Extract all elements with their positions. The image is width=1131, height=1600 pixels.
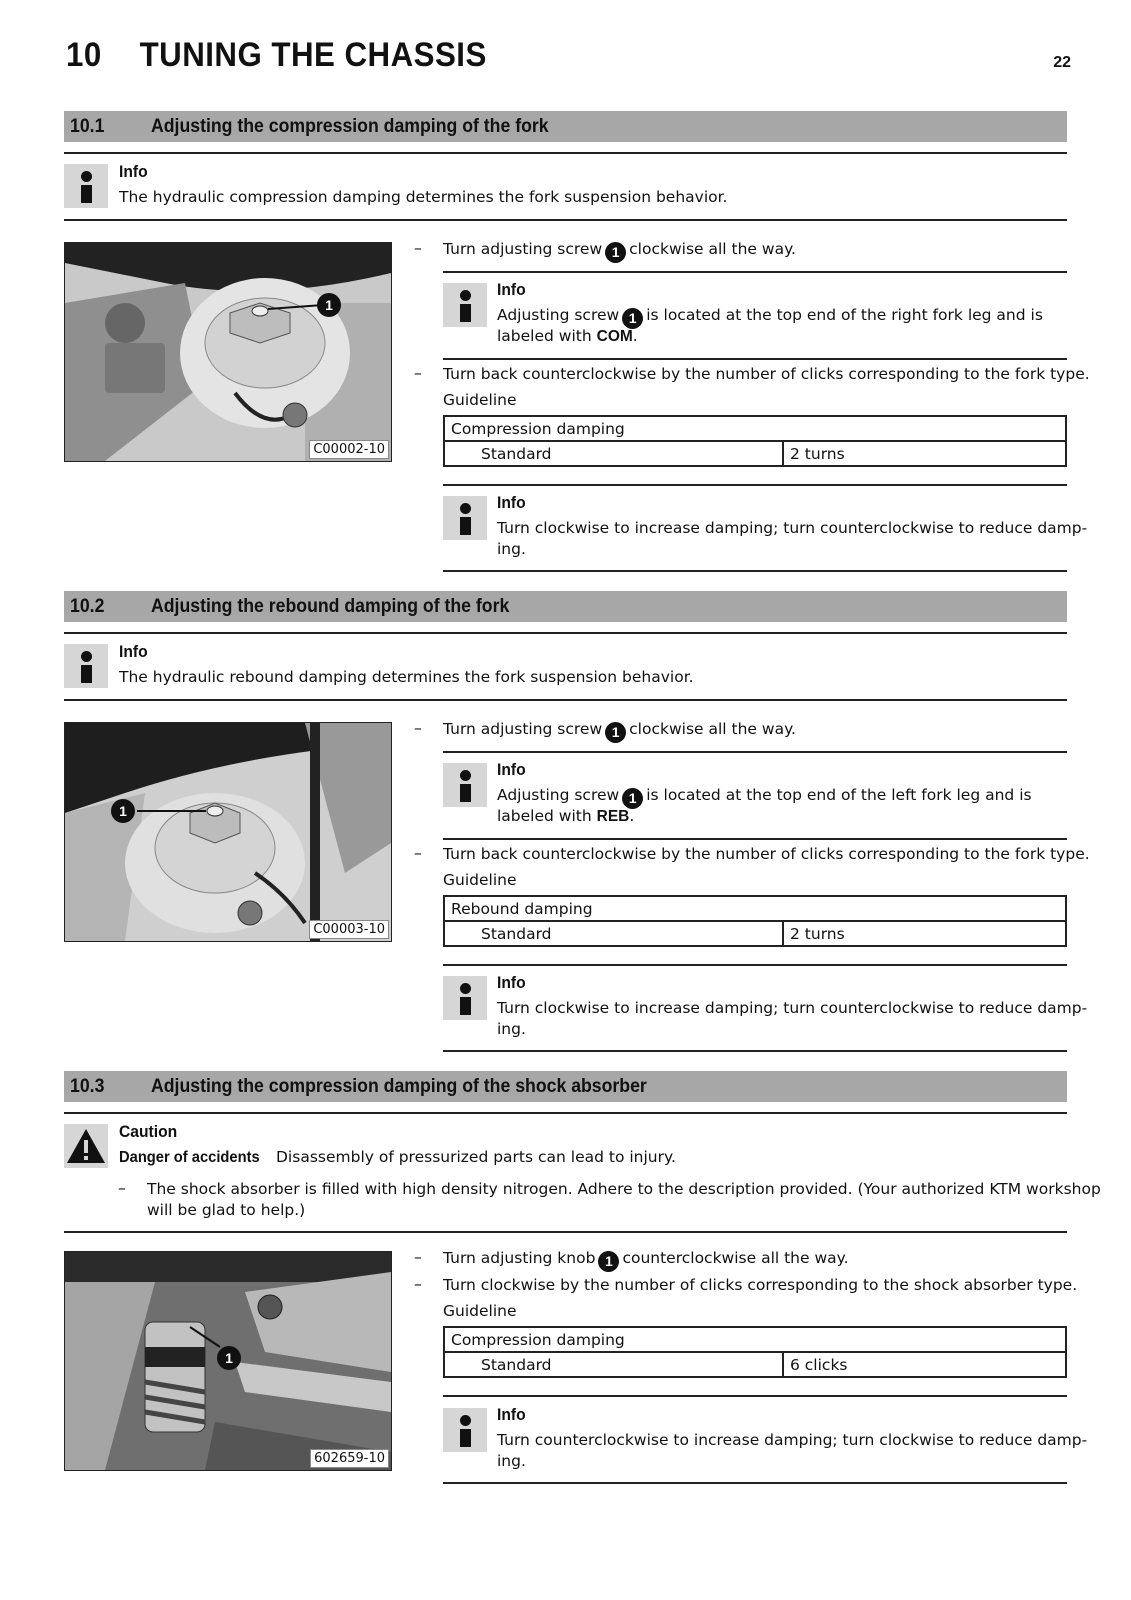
step-text: Turn adjusting knob 1 counterclockwise all the way.: [443, 1248, 849, 1272]
table-cell-label: Standard: [444, 921, 783, 946]
caution-bullet: The shock absorber is filled with high density nitrogen. Adhere to the description provided. (Your authorized KTM workshop: [147, 1180, 1101, 1198]
info-text: The hydraulic rebound damping determines the fork suspension behavior.: [119, 668, 694, 686]
marker: 1: [605, 242, 626, 263]
table-cell-value: 2 turns: [783, 921, 1066, 946]
info-heading: Info: [497, 280, 526, 299]
info-icon: [443, 496, 487, 540]
divider: [64, 632, 1067, 634]
guideline-label: Guideline: [443, 391, 517, 409]
caution-bullet: will be glad to help.): [147, 1201, 306, 1219]
bullet-dash: –: [118, 1179, 126, 1197]
info-text: labeled with COM.: [497, 327, 638, 345]
step-text: Turn clockwise by the number of clicks corresponding to the shock absorber type.: [443, 1276, 1078, 1294]
caution-text: [119, 1147, 272, 1168]
step-dash: –: [414, 844, 422, 862]
divider: [64, 152, 1067, 154]
step-dash: –: [414, 719, 422, 737]
marker: 1: [605, 722, 626, 743]
divider: [443, 358, 1067, 360]
callout-marker: 1: [317, 293, 341, 317]
info-icon: [443, 763, 487, 807]
step-text: Turn adjusting screw 1 clockwise all the way.: [443, 719, 796, 743]
info-icon: [64, 644, 108, 688]
table-cell-label: Standard: [444, 441, 783, 466]
info-text: The hydraulic compression damping determines the fork suspension behavior.: [119, 188, 728, 206]
divider: [443, 838, 1067, 840]
guideline-label: Guideline: [443, 1302, 517, 1320]
chapter-title-text: TUNING THE CHASSIS: [139, 36, 487, 74]
table-title: Compression damping: [444, 1327, 1066, 1352]
guideline-label: Guideline: [443, 871, 517, 889]
chapter-number: 10: [66, 36, 102, 74]
divider: [443, 484, 1067, 486]
step-dash: –: [414, 1275, 422, 1293]
marker: 1: [598, 1251, 619, 1272]
step-dash: –: [414, 239, 422, 257]
info-text: Adjusting screw 1 is located at the top end of the left fork leg and is: [497, 785, 1032, 809]
divider: [443, 271, 1067, 273]
divider: [443, 751, 1067, 753]
divider: [64, 219, 1067, 221]
divider: [64, 1231, 1067, 1233]
info-text: Turn clockwise to increase damping; turn counterclockwise to reduce damp-: [497, 519, 1088, 537]
info-text: Turn counterclockwise to increase damping; turn clockwise to reduce damp-: [497, 1431, 1088, 1449]
step-dash: –: [414, 1248, 422, 1266]
table-title: Compression damping: [444, 416, 1066, 441]
info-text: Adjusting screw 1 is located at the top end of the right fork leg and is: [497, 305, 1043, 329]
info-text: labeled with REB.: [497, 807, 635, 825]
divider: [443, 1395, 1067, 1397]
table-cell-value: 6 clicks: [783, 1352, 1066, 1377]
info-heading: Info: [497, 493, 526, 512]
caution-text: Disassembly of pressurized parts can lead to injury.: [276, 1148, 676, 1166]
info-text: ing.: [497, 1020, 526, 1038]
guideline-table: [443, 895, 1067, 947]
warning-icon: [64, 1124, 108, 1168]
photo-caption: 602659-10: [310, 1449, 389, 1468]
info-heading: Info: [497, 973, 526, 992]
info-icon: [64, 164, 108, 208]
section-number: 10.2: [70, 596, 105, 617]
chapter-title: [66, 36, 487, 75]
step-dash: –: [414, 364, 422, 382]
section-heading-10-3: [64, 1071, 1067, 1102]
fork-rebound-photo: [64, 722, 392, 942]
step-text: Turn back counterclockwise by the number of clicks corresponding to the fork type.: [443, 365, 1090, 383]
divider: [443, 570, 1067, 572]
callout-marker: 1: [217, 1346, 241, 1370]
section-title: Adjusting the compression damping of the shock absorber: [151, 1076, 647, 1097]
info-heading: Info: [119, 642, 148, 661]
section-title: Adjusting the rebound damping of the fork: [151, 596, 510, 617]
section-number: 10.3: [70, 1076, 105, 1097]
divider: [443, 1482, 1067, 1484]
section-title: Adjusting the compression damping of the fork: [151, 116, 549, 137]
info-heading: Info: [497, 1405, 526, 1424]
caution-heading: Caution: [119, 1122, 178, 1141]
shock-absorber-photo: [64, 1251, 392, 1471]
photo-caption: C00003-10: [309, 920, 389, 939]
info-icon: [443, 283, 487, 327]
step-text: Turn adjusting screw 1 clockwise all the way.: [443, 239, 796, 263]
photo-caption: C00002-10: [309, 440, 389, 459]
divider: [443, 964, 1067, 966]
caution-label: Danger of accidents: [119, 1149, 260, 1166]
section-number: 10.1: [70, 116, 105, 137]
divider: [64, 699, 1067, 701]
callout-marker: 1: [111, 799, 135, 823]
marker: 1: [622, 308, 643, 329]
section-heading-10-2: [64, 591, 1067, 622]
guideline-table: [443, 415, 1067, 467]
divider: [64, 1112, 1067, 1114]
guideline-table: [443, 1326, 1067, 1378]
info-heading: Info: [497, 760, 526, 779]
section-heading-10-1: [64, 111, 1067, 142]
info-text: ing.: [497, 1452, 526, 1470]
info-icon: [443, 976, 487, 1020]
page-number: 22: [1053, 54, 1071, 71]
info-heading: Info: [119, 162, 148, 181]
info-text: Turn clockwise to increase damping; turn counterclockwise to reduce damp-: [497, 999, 1088, 1017]
divider: [443, 1050, 1067, 1052]
table-cell-value: 2 turns: [783, 441, 1066, 466]
table-cell-label: Standard: [444, 1352, 783, 1377]
info-text: ing.: [497, 540, 526, 558]
step-text: Turn back counterclockwise by the number of clicks corresponding to the fork type.: [443, 845, 1090, 863]
fork-top-photo: [64, 242, 392, 462]
marker: 1: [622, 788, 643, 809]
table-title: Rebound damping: [444, 896, 1066, 921]
info-icon: [443, 1408, 487, 1452]
